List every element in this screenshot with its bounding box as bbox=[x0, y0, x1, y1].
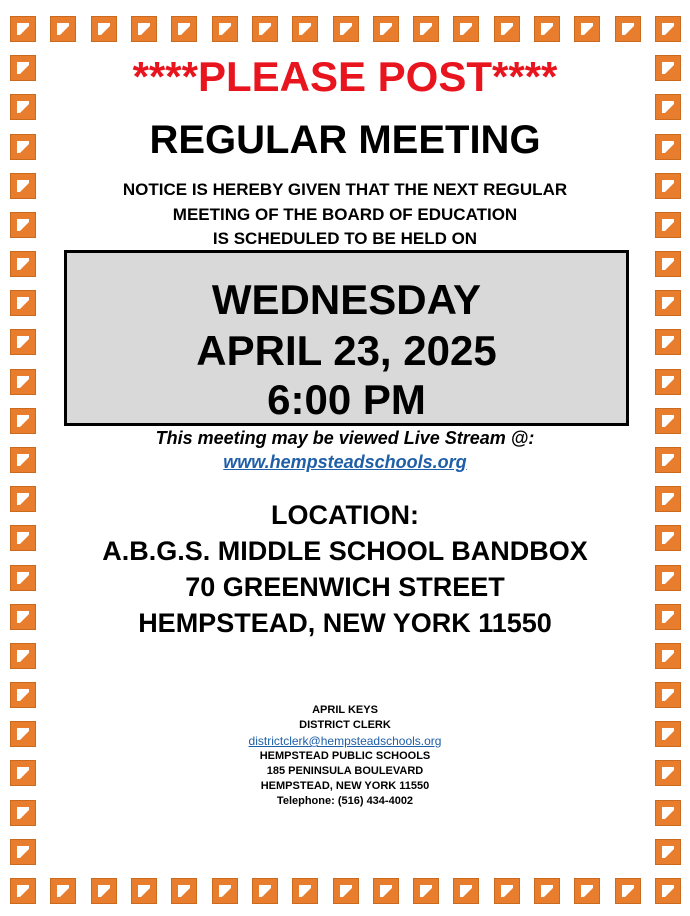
border-tile-icon bbox=[50, 878, 76, 904]
border-tile-icon bbox=[655, 878, 681, 904]
border-tile-icon bbox=[10, 839, 36, 865]
meeting-day: WEDNESDAY bbox=[211, 276, 482, 323]
meeting-date-box bbox=[64, 250, 629, 426]
clerk-phone: Telephone: (516) 434-4002 bbox=[276, 795, 414, 807]
notice-line-1: NOTICE IS HEREBY GIVEN THAT THE NEXT REGULAR bbox=[122, 180, 568, 199]
border-tile-icon bbox=[171, 878, 197, 904]
border-tile-icon bbox=[655, 643, 681, 669]
notice-line-2: MEETING OF THE BOARD OF EDUCATION bbox=[172, 205, 518, 224]
meeting-date: APRIL 23, 2025 bbox=[196, 327, 497, 374]
border-tile-icon bbox=[292, 16, 318, 42]
location-label: LOCATION: bbox=[271, 500, 419, 530]
border-tile-icon bbox=[574, 16, 600, 42]
border-tile-icon bbox=[413, 878, 439, 904]
border-tile-icon bbox=[10, 878, 36, 904]
border-tile-icon bbox=[615, 878, 641, 904]
border-tile-icon bbox=[292, 878, 318, 904]
border-tile-icon bbox=[373, 878, 399, 904]
clerk-organization: HEMPSTEAD PUBLIC SCHOOLS bbox=[259, 750, 431, 762]
border-tile-icon bbox=[212, 16, 238, 42]
meeting-time: 6:00 PM bbox=[267, 376, 426, 423]
border-tile-icon bbox=[494, 16, 520, 42]
please-post-banner: ****PLEASE POST**** bbox=[132, 53, 558, 100]
clerk-title: DISTRICT CLERK bbox=[299, 719, 391, 731]
border-tile-icon bbox=[453, 16, 479, 42]
notice-line-3: IS SCHEDULED TO BE HELD ON bbox=[212, 229, 478, 248]
border-tile-icon bbox=[373, 16, 399, 42]
location-street: 70 GREENWICH STREET bbox=[185, 572, 505, 602]
border-tile-icon bbox=[10, 251, 36, 277]
border-tile-icon bbox=[413, 16, 439, 42]
border-tile-icon bbox=[10, 290, 36, 316]
border-tile-icon bbox=[655, 329, 681, 355]
border-tile-icon bbox=[252, 878, 278, 904]
border-tile-icon bbox=[10, 16, 36, 42]
website-link[interactable]: www.hempsteadschools.org bbox=[223, 452, 467, 472]
border-tile-icon bbox=[10, 369, 36, 395]
location-venue: A.B.G.S. MIDDLE SCHOOL BANDBOX bbox=[102, 536, 588, 566]
border-tile-icon bbox=[655, 369, 681, 395]
border-tile-icon bbox=[252, 16, 278, 42]
page-title: REGULAR MEETING bbox=[149, 118, 541, 162]
border-tile-icon bbox=[534, 16, 560, 42]
clerk-name: APRIL KEYS bbox=[312, 704, 378, 716]
border-tile-icon bbox=[453, 878, 479, 904]
border-tile-icon bbox=[655, 251, 681, 277]
clerk-address-street: 185 PENINSULA BOULEVARD bbox=[266, 765, 424, 777]
border-tile-icon bbox=[10, 329, 36, 355]
border-tile-icon bbox=[131, 878, 157, 904]
border-tile-icon bbox=[10, 643, 36, 669]
livestream-notice: This meeting may be viewed Live Stream @: bbox=[155, 428, 535, 448]
border-tile-icon bbox=[615, 16, 641, 42]
border-tile-icon bbox=[494, 878, 520, 904]
border-tile-icon bbox=[50, 16, 76, 42]
border-tile-icon bbox=[655, 290, 681, 316]
border-tile-icon bbox=[131, 16, 157, 42]
border-tile-icon bbox=[333, 16, 359, 42]
border-tile-icon bbox=[574, 878, 600, 904]
clerk-email-link[interactable]: districtclerk@hempsteadschools.org bbox=[248, 734, 442, 748]
border-tile-icon bbox=[655, 16, 681, 42]
border-tile-icon bbox=[212, 878, 238, 904]
border-tile-icon bbox=[333, 878, 359, 904]
border-tile-icon bbox=[655, 839, 681, 865]
border-tile-icon bbox=[534, 878, 560, 904]
location-city: HEMPSTEAD, NEW YORK 11550 bbox=[138, 608, 552, 638]
clerk-address-city: HEMPSTEAD, NEW YORK 11550 bbox=[260, 780, 430, 792]
border-tile-icon bbox=[91, 878, 117, 904]
border-tile-icon bbox=[171, 16, 197, 42]
border-tile-icon bbox=[91, 16, 117, 42]
